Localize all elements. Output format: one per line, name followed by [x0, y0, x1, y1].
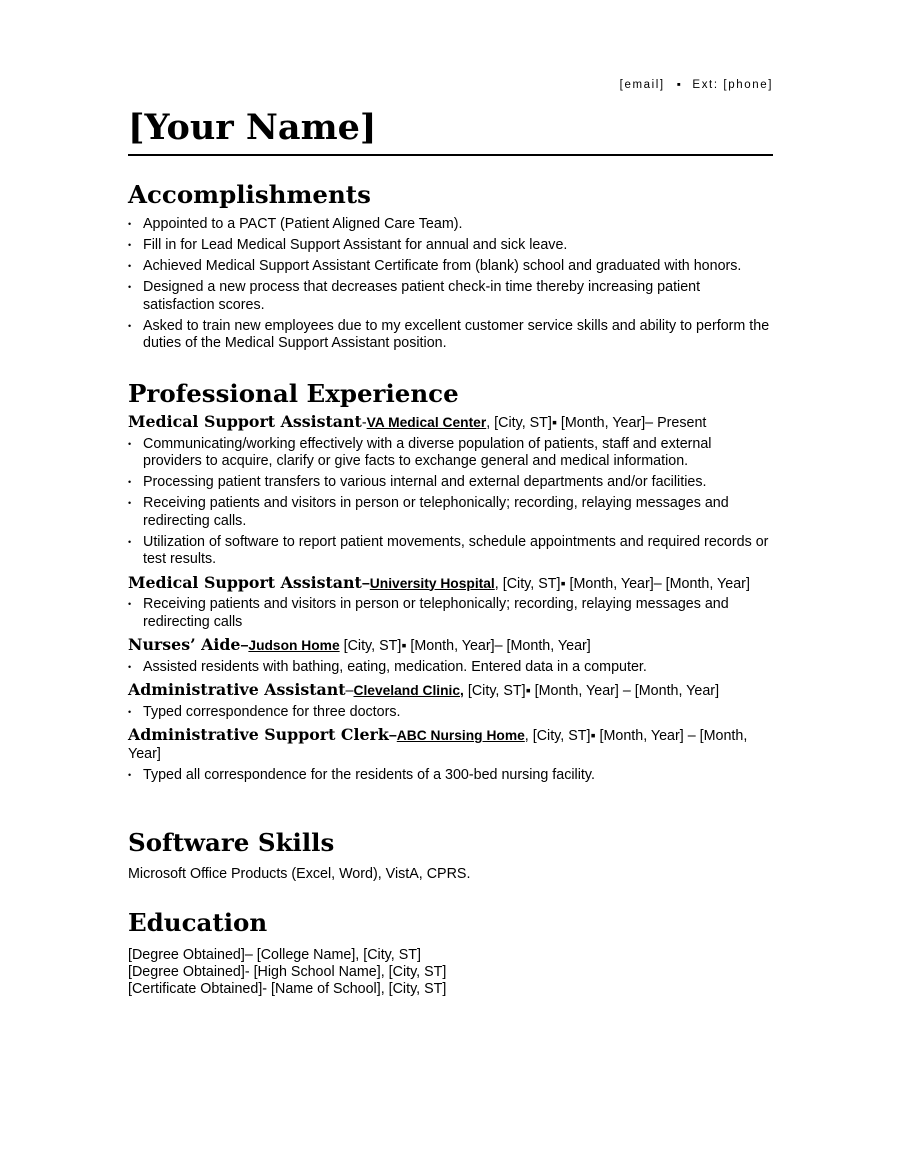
experience-title: Professional Experience — [128, 379, 459, 408]
accomplishments-section — [128, 180, 773, 353]
job-separator: - — [361, 415, 367, 431]
education-section — [128, 908, 773, 998]
job-title: Nurses’ Aide — [128, 635, 241, 654]
job-details: , [City, ST]▪ [Month, Year]– Present — [486, 415, 707, 431]
list-item: • Assisted residents with bathing, eating, medication. Entered data in a computer. — [128, 659, 773, 677]
list-item: • Typed correspondence for three doctors. — [128, 704, 773, 722]
job-details: [City, ST]▪ [Month, Year] – [Month, Year] — [463, 683, 720, 699]
contact-line — [620, 79, 773, 91]
list-item: • Receiving patients and visitors in person or telephonically; recording, relaying messages and redirecting calls — [128, 596, 773, 631]
job-separator: – — [345, 683, 354, 699]
list-item: • Receiving patients and visitors in person or telephonically; recording, relaying messages and redirecting calls. — [128, 495, 773, 530]
software-section — [128, 828, 773, 883]
list-item: • Appointed to a PACT (Patient Aligned Care Team). — [128, 216, 773, 234]
job-organization: ABC Nursing Home — [396, 728, 525, 743]
phone: Ext: [phone] — [692, 79, 773, 91]
job-details: , [City, ST]▪ [Month, Year]– [Month, Year] — [494, 575, 750, 592]
list-item: • Processing patient transfers to various internal and external departments and/or facilities. — [128, 474, 773, 492]
list-item: • Fill in for Lead Medical Support Assistant for annual and sick leave. — [128, 237, 773, 255]
job-entry — [128, 574, 773, 593]
job-separator: – — [361, 575, 370, 592]
list-item: • Designed a new process that decreases patient check-in time thereby increasing patient satisfaction scores. — [128, 279, 773, 314]
job-title: Administrative Assistant — [128, 680, 346, 699]
list-item: • Typed all correspondence for the residents of a 300-bed nursing facility. — [128, 767, 773, 785]
job-title: Administrative Support Clerk — [128, 725, 389, 744]
job-entry — [128, 636, 773, 655]
job-organization: University Hospital — [369, 575, 495, 591]
education-line: [Degree Obtained]- [High School Name], [City, ST] — [128, 964, 447, 980]
job-details: [City, ST]▪ [Month, Year]– [Month, Year] — [339, 638, 591, 654]
job-bullets — [128, 767, 773, 785]
education-line: [Degree Obtained]– [College Name], [City, ST] — [128, 947, 421, 963]
job-organization: Judson Home — [248, 638, 340, 653]
job-separator: – — [388, 728, 397, 744]
job-title: Medical Support Assistant — [128, 412, 362, 431]
job-bullets — [128, 704, 773, 722]
job-bullets — [128, 436, 773, 569]
job-organization: VA Medical Center — [366, 415, 487, 430]
list-item: • Asked to train new employees due to my excellent customer service skills and ability to perform the duties of the Medical Support Assistant position. — [128, 318, 773, 353]
job-bullets — [128, 596, 773, 631]
separator-bullet: ▪ — [676, 79, 683, 91]
accomplishments-title: Accomplishments — [128, 180, 371, 209]
job-entry — [128, 726, 773, 763]
name-heading: [Your Name] — [128, 106, 773, 156]
job-bullets — [128, 659, 773, 677]
list-item: • Utilization of software to report patient movements, schedule appointments and required records or test results. — [128, 534, 773, 569]
job-title: Medical Support Assistant — [128, 572, 362, 592]
list-item: • Achieved Medical Support Assistant Certificate from (blank) school and graduated with honors. — [128, 258, 773, 276]
education-title: Education — [128, 908, 268, 937]
job-organization: Cleveland Clinic, — [353, 683, 464, 698]
accomplishments-list — [128, 216, 773, 353]
education-line: [Certificate Obtained]- [Name of School], [City, ST] — [128, 981, 447, 997]
email: [email] — [619, 79, 665, 91]
job-entry — [128, 681, 773, 700]
software-title: Software Skills — [128, 828, 335, 857]
job-entry — [128, 413, 773, 432]
job-details: , [City, ST]▪ [Month, Year] – [Month, Year] — [128, 728, 748, 762]
software-text: Microsoft Office Products (Excel, Word), VistA, CPRS. — [128, 866, 471, 882]
experience-section — [128, 379, 773, 784]
list-item: • Communicating/working effectively with a diverse population of patients, staff and external providers to acquire, clarify or give facts to exchange general and medical information. — [128, 436, 773, 471]
job-separator: – — [240, 638, 249, 654]
